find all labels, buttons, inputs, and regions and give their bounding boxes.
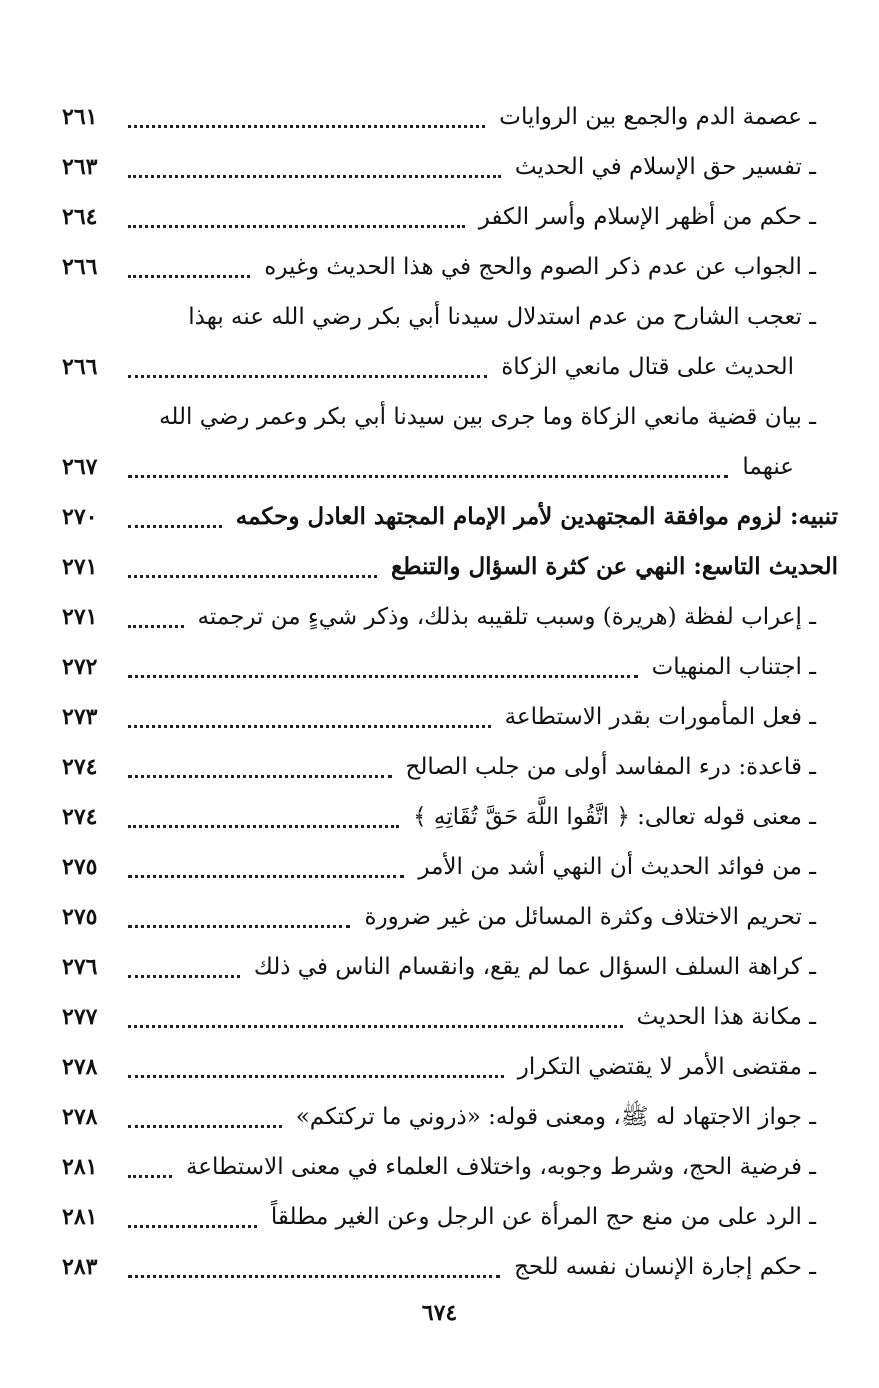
toc-entry-title: ـ حكم إجارة الإنسان نفسه للحج	[514, 1254, 816, 1280]
toc-entry	[62, 992, 838, 1042]
dot-leader	[128, 825, 399, 828]
dot-leader	[128, 175, 501, 178]
toc-entry-title: ـ معنى قوله تعالى: ﴿ اتَّقُوا اللَّهَ حَقَّ تُقَاتِهِ ﴾	[413, 804, 816, 830]
dot-leader	[128, 775, 392, 778]
toc-entry	[62, 492, 838, 542]
toc-entry-page: ٢٧٥	[62, 904, 98, 930]
dot-leader	[128, 475, 728, 478]
toc-entry-title: الحديث على قتال مانعي الزكاة	[501, 354, 794, 380]
dot-leader	[128, 525, 222, 528]
toc-entry-page: ٢٧١	[62, 604, 98, 630]
page-number: ٦٧٤	[421, 1300, 458, 1326]
toc-entry-title: ـ قاعدة: درء المفاسد أولى من جلب الصالح	[405, 754, 816, 780]
toc-entry-title: ـ مكانة هذا الحديث	[636, 1004, 816, 1030]
toc-entry-page: ٢٦٤	[62, 204, 98, 230]
toc-entry	[62, 592, 838, 642]
toc-entry-title: ـ تعجب الشارح من عدم استدلال سيدنا أبي بكر رضي الله عنه بهذا	[188, 304, 816, 330]
dot-leader	[128, 875, 404, 878]
toc-entry	[62, 292, 838, 342]
toc-entry	[62, 242, 838, 292]
toc-entry-title: ـ الجواب عن عدم ذكر الصوم والحج في هذا الحديث وغيره	[264, 254, 816, 280]
toc-entry-page: ٢٧٥	[62, 854, 98, 880]
dot-leader	[128, 1075, 504, 1078]
toc-entry-title: ـ فرضية الحج، وشرط وجوبه، واختلاف العلماء في معنى الاستطاعة	[185, 1154, 816, 1180]
dot-leader	[128, 1125, 282, 1128]
dot-leader	[128, 1275, 500, 1278]
toc-entry-title: ـ حكم من أظهر الإسلام وأسر الكفر	[478, 204, 816, 230]
toc-entry	[62, 392, 838, 442]
toc-entry	[62, 942, 838, 992]
toc-entry-page: ٢٧٨	[62, 1104, 98, 1130]
toc-entry	[62, 742, 838, 792]
toc-entry-page: ٢٨١	[62, 1154, 98, 1180]
dot-leader	[128, 225, 465, 228]
dot-leader	[128, 575, 377, 578]
toc-entry	[62, 1142, 838, 1192]
toc-entry-title: ـ كراهة السلف السؤال عما لم يقع، وانقسام الناس في ذلك	[253, 954, 816, 980]
toc-entry-page: ٢٧١	[62, 554, 98, 580]
toc-entry-page: ٢٧٠	[62, 504, 98, 530]
toc-entry-page: ٢٦٣	[62, 154, 98, 180]
toc-entry-page: ٢٧٣	[62, 704, 98, 730]
toc-entry	[62, 1042, 838, 1092]
toc-entry	[62, 1192, 838, 1242]
dot-leader	[128, 625, 184, 628]
dot-leader	[128, 725, 491, 728]
toc-entry	[62, 642, 838, 692]
dot-leader	[128, 375, 487, 378]
toc-entry-page: ٢٦٦	[62, 254, 98, 280]
dot-leader	[128, 975, 240, 978]
toc-entry	[62, 892, 838, 942]
toc-entry-page: ٢٦١	[62, 104, 98, 130]
toc-entry-page: ٢٧٧	[62, 1004, 98, 1030]
toc-entry-title: ـ بيان قضية مانعي الزكاة وما جرى بين سيدنا أبي بكر وعمر رضي الله	[159, 404, 816, 430]
toc-entry	[62, 792, 838, 842]
toc-entry-page: ٢٦٧	[62, 454, 98, 480]
toc-entry-page: ٢٧٤	[62, 754, 98, 780]
toc-entry-page: ٢٧٨	[62, 1054, 98, 1080]
toc-entry-title: ـ عصمة الدم والجمع بين الروايات	[499, 104, 816, 130]
dot-leader	[128, 275, 250, 278]
toc-entry	[62, 192, 838, 242]
dot-leader	[128, 925, 350, 928]
toc-entry-title: ـ الرد على من منع حج المرأة عن الرجل وعن الغير مطلقاً	[270, 1204, 816, 1230]
table-of-contents	[62, 92, 838, 1292]
toc-entry-page: ٢٨٣	[62, 1254, 98, 1280]
toc-entry-title: الحديث التاسع: النهي عن كثرة السؤال والتنطع	[390, 553, 838, 580]
toc-entry-title: ـ إعراب لفظة (هريرة) وسبب تلقيبه بذلك، وذكر شيءٍ من ترجمته	[197, 604, 816, 630]
dot-leader	[128, 125, 485, 128]
dot-leader	[128, 1175, 172, 1178]
toc-entry-page: ٢٧٦	[62, 954, 98, 980]
toc-entry	[62, 1242, 838, 1292]
toc-entry-title: ـ جواز الاجتهاد له ﷺ، ومعنى قوله: «ذروني ما تركتكم»	[295, 1104, 816, 1130]
dot-leader	[128, 1225, 257, 1228]
toc-entry	[62, 142, 838, 192]
toc-entry	[62, 92, 838, 142]
toc-entry	[62, 342, 838, 392]
toc-entry-page: ٢٧٢	[62, 654, 98, 680]
dot-leader	[128, 1025, 623, 1028]
toc-entry-title: ـ مقتضى الأمر لا يقتضي التكرار	[517, 1054, 816, 1080]
toc-entry	[62, 842, 838, 892]
toc-entry	[62, 442, 838, 492]
toc-entry-title: عنهما	[742, 454, 794, 480]
toc-entry-page: ٢٦٦	[62, 354, 98, 380]
toc-entry-title: تنبيه: لزوم موافقة المجتهدين لأمر الإمام المجتهد العادل وحكمه	[235, 503, 838, 530]
toc-entry-page: ٢٧٤	[62, 804, 98, 830]
toc-entry-page: ٢٨١	[62, 1204, 98, 1230]
toc-entry-title: ـ تحريم الاختلاف وكثرة المسائل من غير ضرورة	[364, 904, 816, 930]
toc-entry-title: ـ من فوائد الحديث أن النهي أشد من الأمر	[418, 854, 816, 880]
toc-entry	[62, 1092, 838, 1142]
toc-entry	[62, 542, 838, 592]
toc-entry-title: ـ فعل المأمورات بقدر الاستطاعة	[504, 704, 816, 730]
dot-leader	[128, 675, 638, 678]
toc-entry-title: ـ اجتناب المنهيات	[651, 654, 816, 680]
toc-entry	[62, 692, 838, 742]
toc-entry-title: ـ تفسير حق الإسلام في الحديث	[514, 154, 816, 180]
